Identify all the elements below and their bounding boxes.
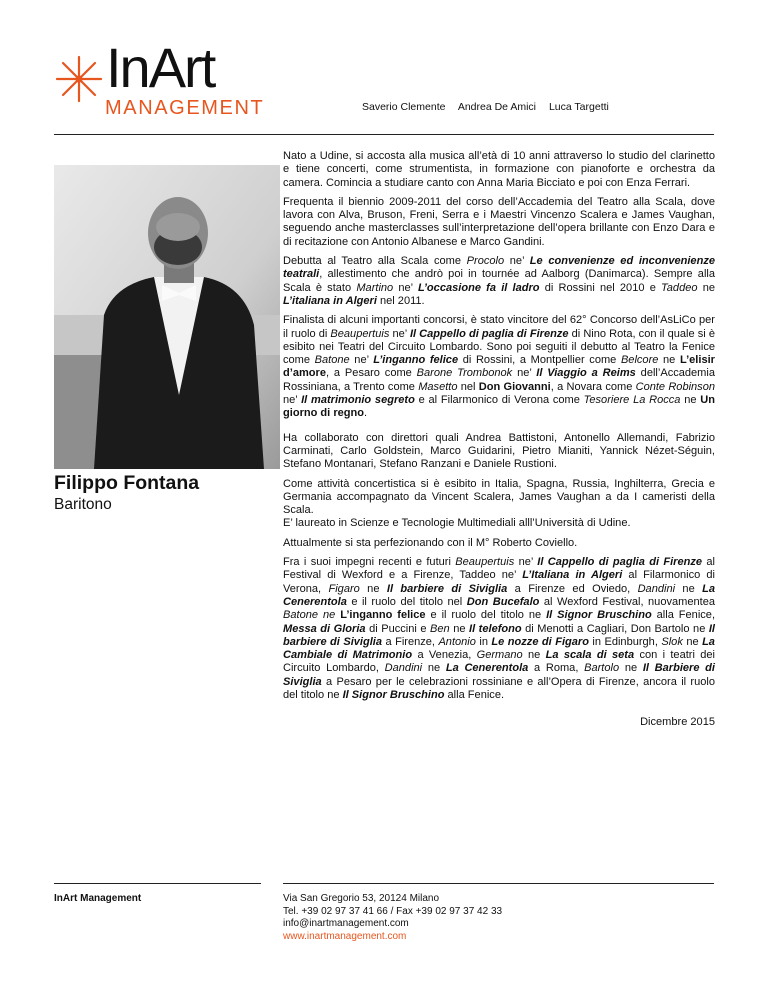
footer-divider-right xyxy=(283,883,714,884)
bio-paragraph-7: Attualmente si sta perfezionando con il M° Roberto Coviello. xyxy=(283,536,578,549)
footer-divider-left xyxy=(54,883,261,884)
footer-contact xyxy=(283,893,502,943)
bio-paragraph-8: Fra i suoi impegni recenti e futuri Beaupertuis ne’ Il Cappello di paglia di Firenze al Festival di Wexford e a Firenze, Taddeo ne’ L’Italiana in Algeri al Filarmonico di Verona, Figaro ne Il barbiere di Siviglia a Firenze ed Oviedo, Dandini ne La Cenerentola e il ruolo del titolo nel Don Bucefalo al Wexford Festival, nuovamentea Batone ne L’inganno felice e il ruolo del titolo ne Il Signor Bruschino alla Fenice, Messa di Gloria di Puccini e Ben ne Il telefono di Menotti a Cagliari, Don Bartolo ne Il barbiere di Siviglia a Firenze, Antonio in Le nozze di Figaro in Edinburgh, Slok ne La Cambiale di Matrimonio a Venezia, Germano ne La scala di seta con i teatri dei Circuito Lombardo, Dandini ne La Cenerentola a Roma, Bartolo ne Il Barbiere di Siviglia a Pesaro per le celebrazioni rossiniane e all’Opera di Firenze, ancora il ruolo del titolo ne Il Signor Bruschino alla Fenice. xyxy=(283,556,716,701)
bio-paragraph-6: Come attività concertistica si è esibito in Italia, Spagna, Russia, Inghilterra, Grecia e Germania accompagnato da Vincent Scalera, James Vaughan a da I cameristi della Scala. E’ laureato in Scienze e Tecnologie Multimediali alll’Università di Udine. xyxy=(283,477,715,530)
header-divider xyxy=(54,134,714,135)
header-name-3: Luca Targetti xyxy=(548,101,609,113)
logo-wordmark: InArt xyxy=(106,36,215,99)
header-name-2: Andrea De Amici xyxy=(457,101,537,113)
biography xyxy=(283,150,715,736)
logo-subtitle: MANAGEMENT xyxy=(105,97,265,119)
footer-email-link[interactable]: info@inartmanagement.com xyxy=(283,918,409,929)
star-logo-icon xyxy=(54,54,104,104)
inart-logo xyxy=(54,36,265,120)
artist-photo xyxy=(54,165,280,469)
header-names xyxy=(362,101,619,113)
bio-paragraph-5: Ha collaborato con direttori quali Andrea Battistoni, Antonello Allemandi, Fabrizio Carminati, Carlo Goldstein, Marco Guidarini, Pietro Mianiti, Yannick Nézet-Séguin, Stefano Montanari, Stefano Ranzani e Daniele Rustioni. xyxy=(283,431,715,471)
header-name-1: Saverio Clemente xyxy=(362,101,446,113)
footer-address: Via San Gregorio 53, 20124 Milano xyxy=(283,893,440,904)
bio-paragraph-4: Finalista di alcuni importanti concorsi, è stato vincitore del 62° Concorso dell’AsLiCo per il ruolo di Beaupertuis ne’ Il Cappello di paglia di Firenze di Nino Rota, con il quale si è esibito nei Teatri del Circuito Lombardo. Sono poi seguiti il debutto al Teatro la Fenice come Batone ne’ L’inganno felice di Rossini, a Montpellier come Belcore ne L’elisir d’amore, a Pesaro come Barone Trombonok ne’ Il Viaggio a Reims dell’Accademia Rossiniana, a Trento come Masetto nel Don Giovanni, a Novara come Conte Robinson ne’ Il matrimonio segreto e al Filarmonico di Verona come Tesoriere La Rocca ne Un giorno di regno. xyxy=(283,314,715,420)
artist-name: Filippo Fontana xyxy=(54,472,200,494)
footer-website-link[interactable]: www.inartmanagement.com xyxy=(283,930,407,942)
bio-paragraph-3: Debutta al Teatro alla Scala come Procolo ne’ Le convenienze ed inconvenienze teatrali, allestimento che andrò poi in tournée ad Aalborg (Danimarca). Sempre alla Scala è stato Martino ne’ L’occasione fa il ladro di Rossini nel 2010 e Taddeo ne L’italiana in Algeri nel 2011. xyxy=(283,255,715,307)
footer-phone: Tel. +39 02 97 37 41 66 / Fax +39 02 97 37 42 33 xyxy=(283,905,503,917)
document-date: Dicembre 2015 xyxy=(640,716,715,729)
footer-company: InArt Management xyxy=(54,893,142,904)
artist-role: Baritono xyxy=(54,496,112,513)
bio-paragraph-1: Nato a Udine, si accosta alla musica all’età di 10 anni attraverso lo studio del clarinetto e tiene concerti, come strumentista, in formazione con pianoforte e orchestra da camera. Comincia a studiare canto con Anna Maria Bicciato e poi con Enza Ferrari. xyxy=(283,150,715,189)
bio-paragraph-2: Frequenta il biennio 2009-2011 del corso dell’Accademia del Teatro alla Scala, dove lavora con Alva, Bruson, Freni, Serra e i Maestri Vincenzo Scalera e James Vaughan, seguendo anche masterclasses sull’interpretazione dell’opera brillante con Enzo Dara e di recitazione con Antonio Albanese e Marco Gandini. xyxy=(283,195,715,248)
